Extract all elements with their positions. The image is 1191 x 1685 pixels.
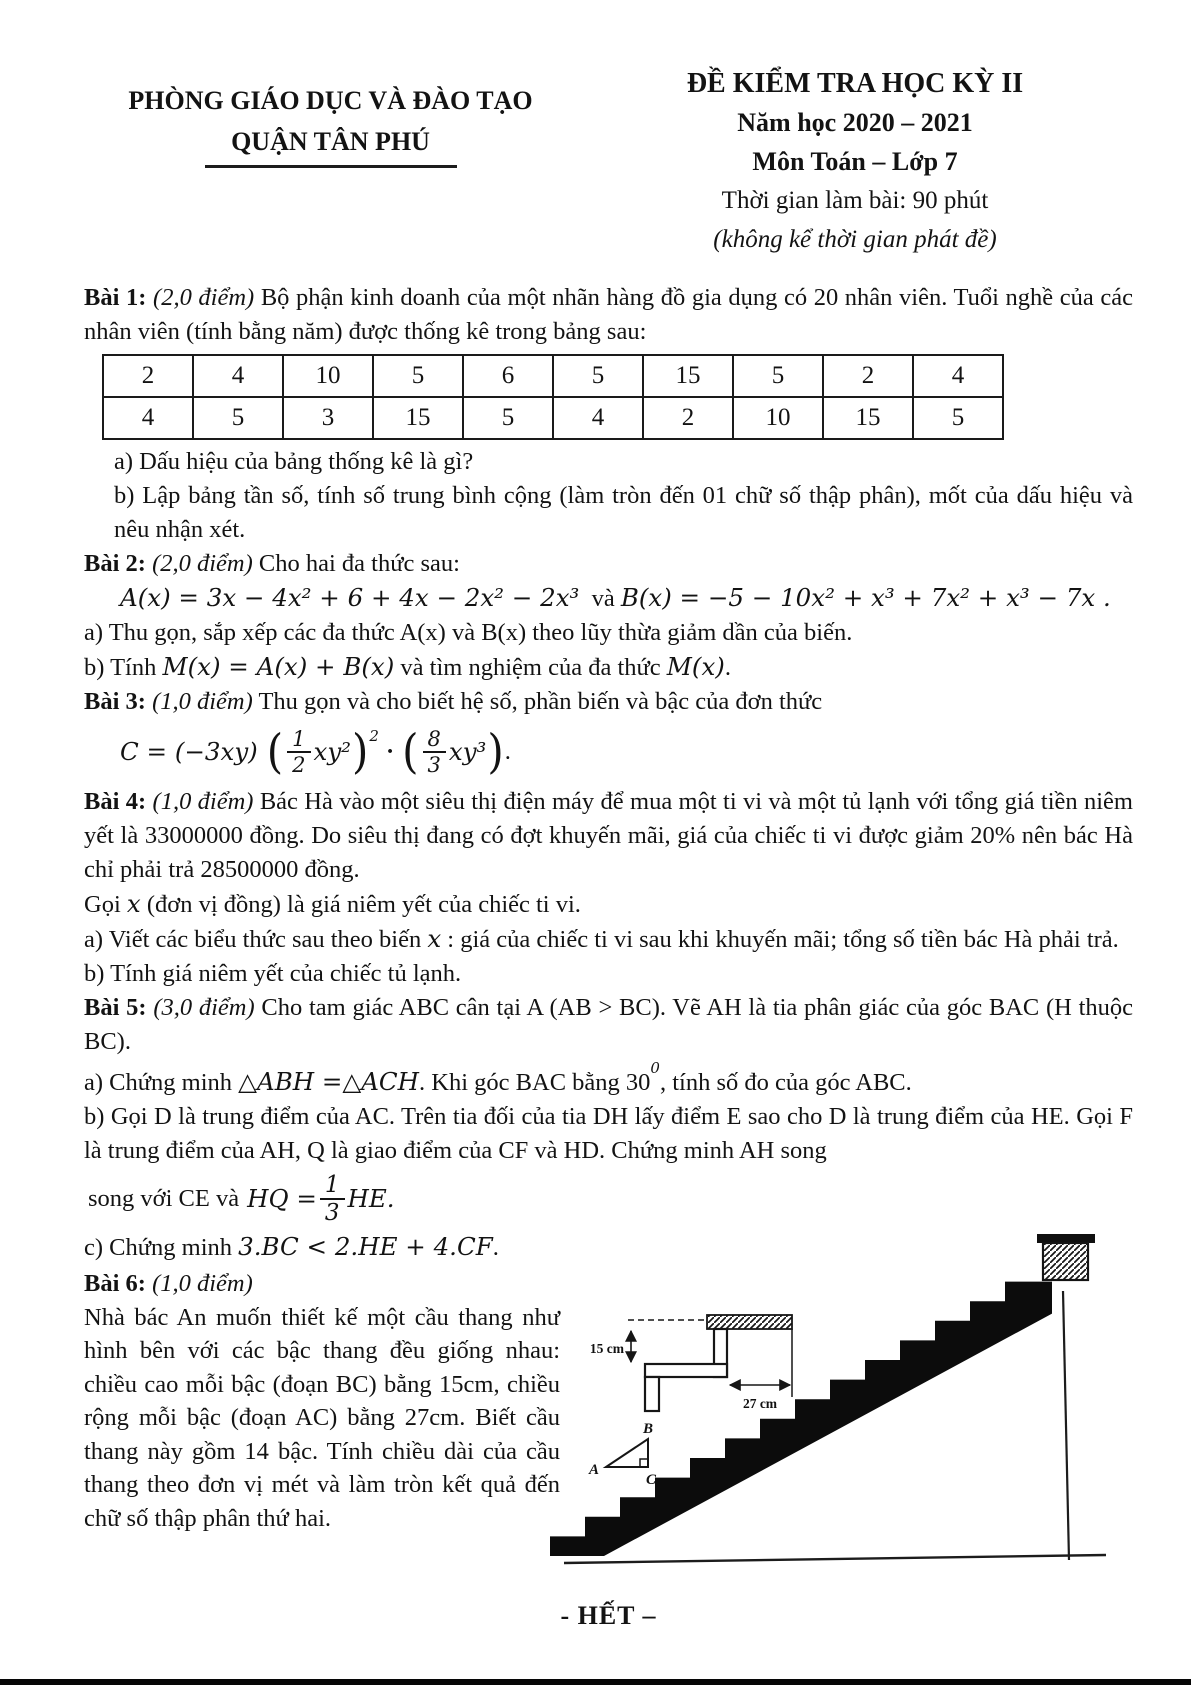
problem-5b: b) Gọi D là trung điểm của AC. Trên tia đối của tia DH lấy điểm E sao cho D là trung điểm của HE. Gọi F là trung điểm của AH, Q là giao điểm của CF và HD. Chứng minh AH song (84, 1103, 1133, 1165)
hq-equals: HQ = (247, 1184, 317, 1214)
problem-3-points: (1,0 điểm) (152, 688, 253, 715)
fraction-numerator: 1 (320, 1173, 345, 1200)
fraction-denominator: 2 (292, 752, 306, 777)
inequality: 3.BC < 2.HE + 4.CF (238, 1232, 493, 1262)
table-cell: 15 (373, 397, 463, 439)
exam-header (84, 64, 1133, 259)
degree-superscript: 0 (650, 1059, 660, 1077)
height-line (1063, 1291, 1069, 1560)
right-paren: ) (487, 724, 504, 779)
width-dimension-label: 27 cm (742, 1396, 778, 1412)
problem-5-intro (84, 991, 1133, 1059)
problem-5-text: Cho tam giác ABC cân tại A (AB > BC). Vẽ AH là tia phân giác của góc BAC (H thuộc BC). (84, 994, 1134, 1055)
problem-1b: b) Lập bảng tần số, tính số trung bình cộng (làm tròn đến 01 chữ số thập phân), mốt của dấu hiệu và nêu nhận xét. (114, 482, 1133, 543)
table-cell: 2 (643, 397, 733, 439)
right-paren: ) (352, 724, 369, 779)
duration-note: (không kể thời gian phát đề) (713, 226, 997, 253)
right-angle-mark (640, 1459, 648, 1467)
table-cell: 6 (463, 355, 553, 397)
table-cell: 5 (463, 397, 553, 439)
triangle-outline (606, 1439, 648, 1467)
fraction-one-third (320, 1173, 345, 1226)
problem-2-points: (2,0 điểm) (152, 550, 253, 577)
fraction-numerator: 1 (287, 728, 310, 753)
problem-2b-pre: b) Tính (84, 654, 157, 681)
problem-1-intro (84, 281, 1133, 349)
variable-x: x (427, 924, 442, 953)
table-row (103, 397, 1003, 439)
problem-3-label: Bài 3: (84, 688, 146, 715)
staircase-silhouette (550, 1282, 1052, 1556)
header-underline (205, 165, 457, 168)
upper-tread (707, 1315, 792, 1329)
problem-6-text-column (84, 1267, 560, 1535)
left-paren: ( (266, 724, 284, 779)
table-cell: 5 (193, 397, 283, 439)
issuing-office-block (84, 64, 577, 259)
newel-post (1043, 1243, 1088, 1280)
problem-1-label: Bài 1: (84, 284, 147, 311)
polynomial-a: A(x) = 3x − 4x² + 6 + 4x − 2x² − 2x³ (120, 583, 580, 612)
triangle-equality: △ABH =△ACH (238, 1067, 420, 1097)
ground-line (564, 1555, 1106, 1563)
multiplication-dot: · (385, 738, 395, 765)
monomial-var-2: xy³ (448, 737, 487, 766)
table-cell: 5 (553, 355, 643, 397)
problem-4b: b) Tính giá niêm yết của chiếc tủ lạnh. (84, 960, 462, 987)
problem-4-label: Bài 4: (84, 788, 147, 815)
monomial-formula (84, 719, 1133, 785)
point-b-label: B (642, 1421, 654, 1438)
table-row (103, 355, 1003, 397)
district-name: QUẬN TÂN PHÚ (231, 127, 430, 156)
step-detail-inset (590, 1315, 792, 1411)
monomial-var-1: xy² (313, 737, 351, 766)
lower-tread (645, 1364, 727, 1377)
table-cell: 10 (283, 355, 373, 397)
point-a-label: A (588, 1462, 600, 1479)
fraction-denominator: 3 (427, 752, 441, 777)
problem-2b (84, 650, 1133, 685)
left-paren: ( (402, 724, 419, 779)
monomial-lead: C = (−3xy) (120, 737, 258, 766)
problem-5a-post: , tính số đo của góc ABC. (659, 1069, 912, 1097)
subject-grade: Môn Toán – Lớp 7 (752, 147, 958, 176)
problem-5c-end: . (492, 1234, 499, 1262)
table-cell: 2 (103, 355, 193, 397)
problem-1-points: (2,0 điểm) (153, 284, 255, 311)
scan-edge-strip (0, 1679, 1191, 1685)
table-cell: 5 (373, 355, 463, 397)
table-cell: 4 (913, 355, 1003, 397)
problem-6-points: (1,0 điểm) (152, 1270, 253, 1298)
goi-pre: Gọi (84, 891, 121, 918)
exam-duration: Thời gian làm bài: 90 phút (721, 187, 989, 214)
problem-4-variable-line (84, 887, 1133, 922)
problem-2-intro (84, 547, 1133, 581)
problem-5-label: Bài 5: (84, 994, 147, 1021)
problem-2-formula (84, 581, 1133, 616)
table-cell: 3 (283, 397, 373, 439)
office-name: PHÒNG GIÁO DỤC VÀ ĐÀO TẠO (128, 86, 533, 115)
problem-4a (84, 922, 1133, 957)
problem-5b2-pre: song với CE và (88, 1185, 240, 1213)
problem-2-text: Cho hai đa thức sau: (258, 550, 460, 577)
problem-4a-pre: a) Viết các biểu thức sau theo biến (84, 926, 422, 953)
problem-3-text: Thu gọn và cho biết hệ số, phần biến và bậc của đơn thức (258, 688, 823, 715)
problem-2b-mid: và tìm nghiệm của đa thức (400, 654, 661, 681)
school-year: Năm học 2020 – 2021 (737, 108, 973, 137)
table-cell: 4 (103, 397, 193, 439)
goi-post: (đơn vị đồng) là giá niêm yết của chiếc ti vi. (146, 891, 581, 918)
problem-5-points: (3,0 điểm) (153, 994, 255, 1021)
exam-title: ĐỀ KIỂM TRA HỌC KỲ II (686, 68, 1024, 99)
problem-1-text: Bộ phận kinh doanh của một nhãn hàng đồ gia dụng có 20 nhân viên. Tuổi nghề của các nhân viên (tính bằng năm) được thống kê trong bảng sau: (84, 284, 1133, 345)
fraction-eight-thirds (423, 728, 446, 777)
table-cell: 4 (553, 397, 643, 439)
and-word: và (591, 585, 615, 612)
problem-3-intro (84, 685, 1133, 719)
lower-riser-leg (645, 1377, 659, 1411)
problem-4a-post: : giá của chiếc ti vi sau khi khuyến mãi; tổng số tiền bác Hà phải trả. (447, 926, 1119, 953)
problem-5c-pre: c) Chứng minh (84, 1234, 233, 1262)
problem-2a: a) Thu gọn, sắp xếp các đa thức A(x) và B(x) theo lũy thừa giảm dần của biến. (84, 619, 853, 646)
table-cell: 10 (733, 397, 823, 439)
problem-5a-pre: a) Chứng minh (84, 1069, 233, 1097)
problems (84, 281, 1133, 1631)
polynomial-b: B(x) = −5 − 10x² + x³ + 7x² + x³ − 7x . (620, 583, 1111, 612)
table-cell: 15 (643, 355, 733, 397)
fraction-numerator: 8 (423, 728, 446, 753)
problem-6-heading (84, 1267, 560, 1301)
m-symbol: M(x) (666, 652, 725, 681)
exponent-2: 2 (369, 727, 379, 745)
table-cell: 2 (823, 355, 913, 397)
height-dimension-label: 15 cm (589, 1341, 624, 1357)
variable-x: x (126, 889, 141, 918)
problem-4-points: (1,0 điểm) (152, 788, 254, 815)
fraction-one-half (287, 728, 310, 777)
problem-4-text: Bác Hà vào một siêu thị điện máy để mua một ti vi và một tủ lạnh với tổng giá tiền niêm yết là 33000000 đồng. Do siêu thị đang có đợt khuyến mãi, giá của chiếc ti vi được giảm 20% nên bác Hà chỉ phải trả 28500000 đồng. (84, 788, 1133, 883)
problem-6-body: Nhà bác An muốn thiết kế một cầu thang như hình bên với các bậc thang đều giống nhau: chiều cao mỗi bậc (đoạn BC) bằng 15cm, chiều rộng mỗi bậc (đoạn AC) bằng 27cm. Biết cầu thang này gồm 14 bậc. Tính chiều dài của cầu thang theo đơn vị mét và làm tròn kết quả đến chữ số thập phân thứ hai. (84, 1303, 560, 1532)
problem-4-intro (84, 785, 1133, 887)
table-cell: 15 (823, 397, 913, 439)
triangle-abc (588, 1421, 657, 1488)
problem-6-label: Bài 6: (84, 1270, 146, 1298)
table-cell: 5 (913, 397, 1003, 439)
exam-title-block (577, 64, 1133, 259)
problem-1a: a) Dấu hiệu của bảng thống kê là gì? (114, 448, 474, 475)
table-cell: 4 (193, 355, 283, 397)
problem-5a (84, 1059, 1133, 1100)
problem-2-label: Bài 2: (84, 550, 146, 577)
he-segment: HE. (347, 1184, 395, 1214)
newel-cap (1037, 1234, 1095, 1243)
problem-5a-mid: . Khi góc BAC bằng 30 (419, 1069, 651, 1097)
end-marker: - HẾT – (560, 1601, 657, 1631)
staircase-drawing (540, 1209, 1148, 1581)
m-definition: M(x) = A(x) + B(x) (162, 652, 395, 681)
problem-2b-end: . (724, 654, 731, 681)
table-cell: 5 (733, 355, 823, 397)
problem-6-section (84, 1267, 1133, 1587)
formula-period: . (504, 738, 511, 765)
fraction-denominator: 3 (324, 1199, 340, 1226)
statistics-table (102, 354, 1004, 440)
point-c-label: C (645, 1472, 657, 1489)
staircase-figure (540, 1209, 1148, 1586)
